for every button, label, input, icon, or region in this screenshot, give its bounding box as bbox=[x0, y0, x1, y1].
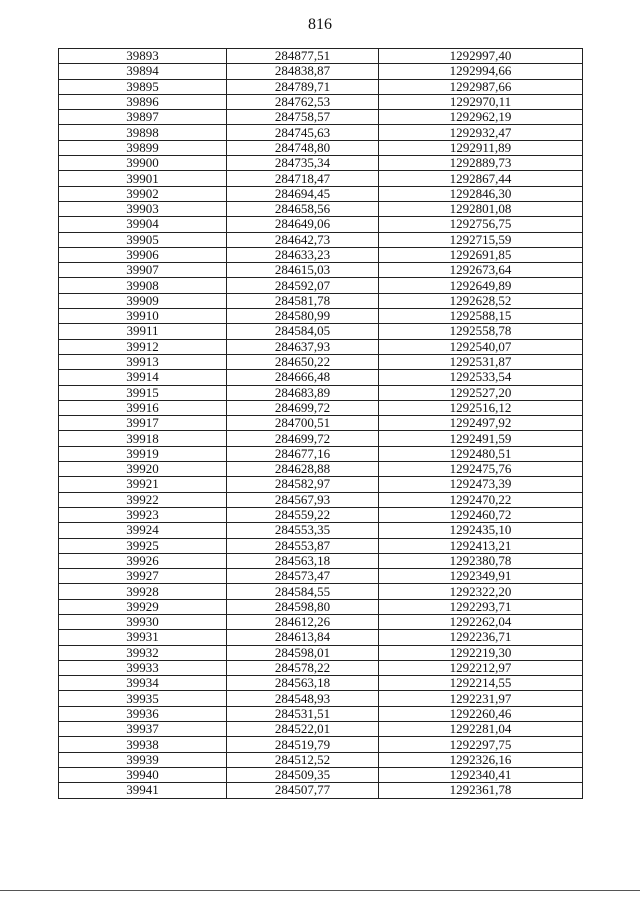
table-row bbox=[59, 354, 583, 369]
x-coordinate-cell: 284563,18 bbox=[227, 553, 379, 568]
point-number-cell: 39923 bbox=[59, 507, 227, 522]
point-number-cell: 39901 bbox=[59, 171, 227, 186]
y-coordinate-cell: 1292994,66 bbox=[379, 64, 583, 79]
x-coordinate-cell: 284512,52 bbox=[227, 752, 379, 767]
y-coordinate-cell: 1292867,44 bbox=[379, 171, 583, 186]
table-row bbox=[59, 691, 583, 706]
point-number-cell: 39907 bbox=[59, 263, 227, 278]
page-bottom-border bbox=[0, 890, 640, 891]
x-coordinate-cell: 284735,34 bbox=[227, 156, 379, 171]
point-number-cell: 39933 bbox=[59, 660, 227, 675]
y-coordinate-cell: 1292756,75 bbox=[379, 217, 583, 232]
y-coordinate-cell: 1292987,66 bbox=[379, 79, 583, 94]
point-number-cell: 39924 bbox=[59, 523, 227, 538]
y-coordinate-cell: 1292715,59 bbox=[379, 232, 583, 247]
point-number-cell: 39938 bbox=[59, 737, 227, 752]
x-coordinate-cell: 284877,51 bbox=[227, 49, 379, 64]
table-row bbox=[59, 201, 583, 216]
y-coordinate-cell: 1292214,55 bbox=[379, 676, 583, 691]
x-coordinate-cell: 284563,18 bbox=[227, 676, 379, 691]
x-coordinate-cell: 284699,72 bbox=[227, 431, 379, 446]
table-row bbox=[59, 232, 583, 247]
point-number-cell: 39927 bbox=[59, 569, 227, 584]
point-number-cell: 39900 bbox=[59, 156, 227, 171]
x-coordinate-cell: 284522,01 bbox=[227, 722, 379, 737]
y-coordinate-cell: 1292491,59 bbox=[379, 431, 583, 446]
table-row bbox=[59, 339, 583, 354]
y-coordinate-cell: 1292262,04 bbox=[379, 614, 583, 629]
y-coordinate-cell: 1292889,73 bbox=[379, 156, 583, 171]
x-coordinate-cell: 284612,26 bbox=[227, 614, 379, 629]
y-coordinate-cell: 1292846,30 bbox=[379, 186, 583, 201]
x-coordinate-cell: 284507,77 bbox=[227, 783, 379, 798]
point-number-cell: 39929 bbox=[59, 599, 227, 614]
y-coordinate-cell: 1292435,10 bbox=[379, 523, 583, 538]
point-number-cell: 39928 bbox=[59, 584, 227, 599]
table-row bbox=[59, 538, 583, 553]
y-coordinate-cell: 1292349,91 bbox=[379, 569, 583, 584]
point-number-cell: 39931 bbox=[59, 630, 227, 645]
x-coordinate-cell: 284580,99 bbox=[227, 309, 379, 324]
y-coordinate-cell: 1292691,85 bbox=[379, 247, 583, 262]
point-number-cell: 39902 bbox=[59, 186, 227, 201]
table-row bbox=[59, 660, 583, 675]
y-coordinate-cell: 1292322,20 bbox=[379, 584, 583, 599]
y-coordinate-cell: 1292628,52 bbox=[379, 293, 583, 308]
x-coordinate-cell: 284584,55 bbox=[227, 584, 379, 599]
table-row bbox=[59, 309, 583, 324]
table-row bbox=[59, 156, 583, 171]
x-coordinate-cell: 284762,53 bbox=[227, 94, 379, 109]
x-coordinate-cell: 284598,80 bbox=[227, 599, 379, 614]
x-coordinate-cell: 284748,80 bbox=[227, 140, 379, 155]
x-coordinate-cell: 284789,71 bbox=[227, 79, 379, 94]
x-coordinate-cell: 284700,51 bbox=[227, 416, 379, 431]
x-coordinate-cell: 284531,51 bbox=[227, 706, 379, 721]
y-coordinate-cell: 1292236,71 bbox=[379, 630, 583, 645]
point-number-cell: 39932 bbox=[59, 645, 227, 660]
x-coordinate-cell: 284559,22 bbox=[227, 507, 379, 522]
point-number-cell: 39912 bbox=[59, 339, 227, 354]
point-number-cell: 39935 bbox=[59, 691, 227, 706]
x-coordinate-cell: 284548,93 bbox=[227, 691, 379, 706]
x-coordinate-cell: 284582,97 bbox=[227, 477, 379, 492]
table-row bbox=[59, 385, 583, 400]
point-number-cell: 39897 bbox=[59, 110, 227, 125]
table-row bbox=[59, 94, 583, 109]
point-number-cell: 39936 bbox=[59, 706, 227, 721]
x-coordinate-cell: 284584,05 bbox=[227, 324, 379, 339]
table-row bbox=[59, 614, 583, 629]
point-number-cell: 39940 bbox=[59, 767, 227, 782]
x-coordinate-cell: 284628,88 bbox=[227, 462, 379, 477]
point-number-cell: 39896 bbox=[59, 94, 227, 109]
table-row bbox=[59, 110, 583, 125]
point-number-cell: 39904 bbox=[59, 217, 227, 232]
x-coordinate-cell: 284637,93 bbox=[227, 339, 379, 354]
y-coordinate-cell: 1292460,72 bbox=[379, 507, 583, 522]
point-number-cell: 39916 bbox=[59, 400, 227, 415]
point-number-cell: 39922 bbox=[59, 492, 227, 507]
table-row bbox=[59, 400, 583, 415]
x-coordinate-cell: 284838,87 bbox=[227, 64, 379, 79]
y-coordinate-cell: 1292219,30 bbox=[379, 645, 583, 660]
y-coordinate-cell: 1292558,78 bbox=[379, 324, 583, 339]
point-number-cell: 39939 bbox=[59, 752, 227, 767]
point-number-cell: 39893 bbox=[59, 49, 227, 64]
y-coordinate-cell: 1292475,76 bbox=[379, 462, 583, 477]
table-row bbox=[59, 584, 583, 599]
point-number-cell: 39895 bbox=[59, 79, 227, 94]
y-coordinate-cell: 1292533,54 bbox=[379, 370, 583, 385]
x-coordinate-cell: 284592,07 bbox=[227, 278, 379, 293]
table-row bbox=[59, 278, 583, 293]
y-coordinate-cell: 1292297,75 bbox=[379, 737, 583, 752]
table-row bbox=[59, 186, 583, 201]
table-row bbox=[59, 431, 583, 446]
y-coordinate-cell: 1292361,78 bbox=[379, 783, 583, 798]
y-coordinate-cell: 1292497,92 bbox=[379, 416, 583, 431]
point-number-cell: 39937 bbox=[59, 722, 227, 737]
y-coordinate-cell: 1292649,89 bbox=[379, 278, 583, 293]
table-row bbox=[59, 507, 583, 522]
x-coordinate-cell: 284553,35 bbox=[227, 523, 379, 538]
y-coordinate-cell: 1292673,64 bbox=[379, 263, 583, 278]
y-coordinate-cell: 1292380,78 bbox=[379, 553, 583, 568]
y-coordinate-cell: 1292527,20 bbox=[379, 385, 583, 400]
y-coordinate-cell: 1292413,21 bbox=[379, 538, 583, 553]
point-number-cell: 39917 bbox=[59, 416, 227, 431]
point-number-cell: 39894 bbox=[59, 64, 227, 79]
y-coordinate-cell: 1292540,07 bbox=[379, 339, 583, 354]
point-number-cell: 39898 bbox=[59, 125, 227, 140]
x-coordinate-cell: 284650,22 bbox=[227, 354, 379, 369]
table-row bbox=[59, 140, 583, 155]
x-coordinate-cell: 284613,84 bbox=[227, 630, 379, 645]
point-number-cell: 39913 bbox=[59, 354, 227, 369]
x-coordinate-cell: 284694,45 bbox=[227, 186, 379, 201]
x-coordinate-cell: 284509,35 bbox=[227, 767, 379, 782]
table-row bbox=[59, 523, 583, 538]
table-row bbox=[59, 293, 583, 308]
table-row bbox=[59, 64, 583, 79]
table-row bbox=[59, 783, 583, 798]
y-coordinate-cell: 1292801,08 bbox=[379, 201, 583, 216]
x-coordinate-cell: 284658,56 bbox=[227, 201, 379, 216]
y-coordinate-cell: 1292470,22 bbox=[379, 492, 583, 507]
point-number-cell: 39909 bbox=[59, 293, 227, 308]
table-row bbox=[59, 416, 583, 431]
y-coordinate-cell: 1292281,04 bbox=[379, 722, 583, 737]
coordinates-table bbox=[58, 48, 583, 799]
page-number: 816 bbox=[308, 16, 332, 33]
table-row bbox=[59, 569, 583, 584]
y-coordinate-cell: 1292480,51 bbox=[379, 446, 583, 461]
table-row bbox=[59, 722, 583, 737]
table-row bbox=[59, 676, 583, 691]
y-coordinate-cell: 1292473,39 bbox=[379, 477, 583, 492]
table-row bbox=[59, 706, 583, 721]
y-coordinate-cell: 1292212,97 bbox=[379, 660, 583, 675]
point-number-cell: 39921 bbox=[59, 477, 227, 492]
table-row bbox=[59, 171, 583, 186]
point-number-cell: 39934 bbox=[59, 676, 227, 691]
table-row bbox=[59, 553, 583, 568]
x-coordinate-cell: 284578,22 bbox=[227, 660, 379, 675]
y-coordinate-cell: 1292260,46 bbox=[379, 706, 583, 721]
x-coordinate-cell: 284718,47 bbox=[227, 171, 379, 186]
table-row bbox=[59, 125, 583, 140]
y-coordinate-cell: 1292293,71 bbox=[379, 599, 583, 614]
x-coordinate-cell: 284745,63 bbox=[227, 125, 379, 140]
x-coordinate-cell: 284615,03 bbox=[227, 263, 379, 278]
table-row bbox=[59, 446, 583, 461]
point-number-cell: 39905 bbox=[59, 232, 227, 247]
table-row bbox=[59, 79, 583, 94]
point-number-cell: 39926 bbox=[59, 553, 227, 568]
x-coordinate-cell: 284573,47 bbox=[227, 569, 379, 584]
point-number-cell: 39920 bbox=[59, 462, 227, 477]
table-row bbox=[59, 263, 583, 278]
y-coordinate-cell: 1292588,15 bbox=[379, 309, 583, 324]
x-coordinate-cell: 284677,16 bbox=[227, 446, 379, 461]
x-coordinate-cell: 284758,57 bbox=[227, 110, 379, 125]
table-row bbox=[59, 645, 583, 660]
y-coordinate-cell: 1292231,97 bbox=[379, 691, 583, 706]
point-number-cell: 39906 bbox=[59, 247, 227, 262]
table-row bbox=[59, 324, 583, 339]
y-coordinate-cell: 1292997,40 bbox=[379, 49, 583, 64]
x-coordinate-cell: 284581,78 bbox=[227, 293, 379, 308]
point-number-cell: 39903 bbox=[59, 201, 227, 216]
table-row bbox=[59, 49, 583, 64]
y-coordinate-cell: 1292932,47 bbox=[379, 125, 583, 140]
x-coordinate-cell: 284567,93 bbox=[227, 492, 379, 507]
y-coordinate-cell: 1292516,12 bbox=[379, 400, 583, 415]
point-number-cell: 39925 bbox=[59, 538, 227, 553]
x-coordinate-cell: 284519,79 bbox=[227, 737, 379, 752]
x-coordinate-cell: 284666,48 bbox=[227, 370, 379, 385]
table-row bbox=[59, 217, 583, 232]
point-number-cell: 39899 bbox=[59, 140, 227, 155]
table-row bbox=[59, 767, 583, 782]
table-row bbox=[59, 492, 583, 507]
table-row bbox=[59, 370, 583, 385]
point-number-cell: 39918 bbox=[59, 431, 227, 446]
table-row bbox=[59, 477, 583, 492]
x-coordinate-cell: 284683,89 bbox=[227, 385, 379, 400]
x-coordinate-cell: 284598,01 bbox=[227, 645, 379, 660]
y-coordinate-cell: 1292970,11 bbox=[379, 94, 583, 109]
x-coordinate-cell: 284649,06 bbox=[227, 217, 379, 232]
table-row bbox=[59, 737, 583, 752]
y-coordinate-cell: 1292911,89 bbox=[379, 140, 583, 155]
point-number-cell: 39910 bbox=[59, 309, 227, 324]
table-body bbox=[59, 49, 583, 799]
x-coordinate-cell: 284553,87 bbox=[227, 538, 379, 553]
point-number-cell: 39919 bbox=[59, 446, 227, 461]
point-number-cell: 39908 bbox=[59, 278, 227, 293]
table-row bbox=[59, 462, 583, 477]
point-number-cell: 39914 bbox=[59, 370, 227, 385]
y-coordinate-cell: 1292340,41 bbox=[379, 767, 583, 782]
point-number-cell: 39941 bbox=[59, 783, 227, 798]
y-coordinate-cell: 1292326,16 bbox=[379, 752, 583, 767]
table-row bbox=[59, 247, 583, 262]
table-row bbox=[59, 630, 583, 645]
x-coordinate-cell: 284642,73 bbox=[227, 232, 379, 247]
x-coordinate-cell: 284699,72 bbox=[227, 400, 379, 415]
coordinates-table-container bbox=[58, 48, 582, 799]
table-row bbox=[59, 599, 583, 614]
y-coordinate-cell: 1292962,19 bbox=[379, 110, 583, 125]
y-coordinate-cell: 1292531,87 bbox=[379, 354, 583, 369]
point-number-cell: 39911 bbox=[59, 324, 227, 339]
table-row bbox=[59, 752, 583, 767]
x-coordinate-cell: 284633,23 bbox=[227, 247, 379, 262]
point-number-cell: 39915 bbox=[59, 385, 227, 400]
point-number-cell: 39930 bbox=[59, 614, 227, 629]
